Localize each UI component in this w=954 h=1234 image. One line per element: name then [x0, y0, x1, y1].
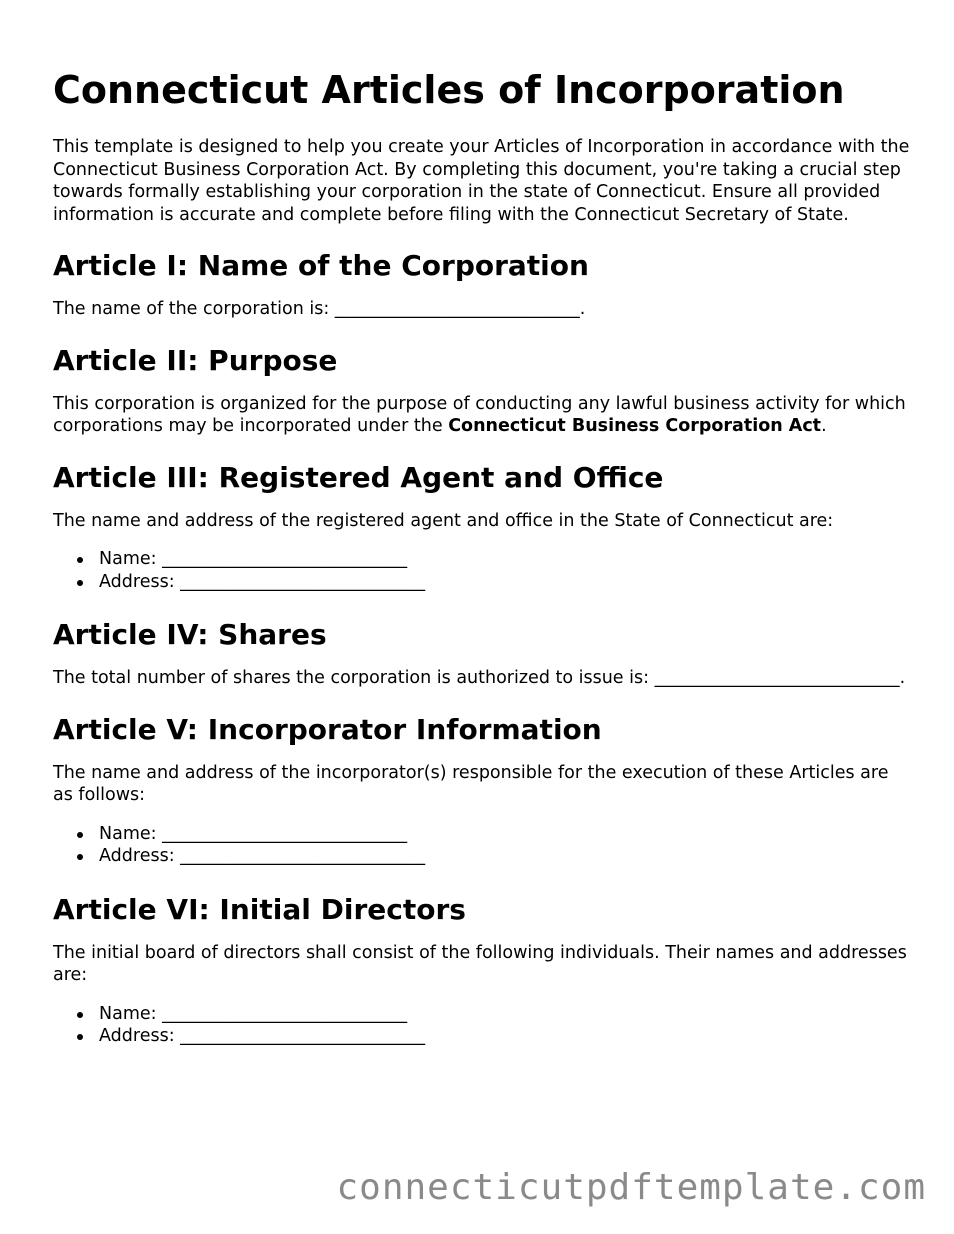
article-1-heading: Article I: Name of the Corporation — [53, 249, 589, 282]
article-2-text-after: . — [821, 416, 827, 436]
article-6 — [53, 892, 913, 1048]
site-watermark: connecticutpdftemplate.com — [336, 1167, 926, 1208]
article-6-text: The initial board of directors shall consist of the following individuals. Their names and addresses are: — [53, 942, 907, 985]
article-5-list — [53, 823, 913, 868]
article-1-text: The name of the corporation is: ____________________________. — [53, 299, 586, 319]
article-6-name-field: Name: ____________________________ — [99, 1003, 913, 1026]
article-4-heading: Article IV: Shares — [53, 618, 327, 651]
article-6-address-field: Address: ____________________________ — [99, 1025, 913, 1048]
intro-paragraph: This template is designed to help you create your Articles of Incorporation in accordance with the Connecticut Business Corporation Act. By completing this document, you're taking a crucial step towards formally establishing your corporation in the state of Connecticut. Ensure all provided information is accurate and complete before filing with the Connecticut Secretary of State. — [53, 137, 910, 225]
article-3-text: The name and address of the registered agent and office in the State of Connecticut are: — [53, 510, 834, 531]
article-3-list — [53, 548, 913, 593]
article-2-heading: Article II: Purpose — [53, 343, 338, 377]
article-3 — [53, 460, 913, 594]
document-page — [53, 64, 913, 1072]
article-3-name-field: Name: ____________________________ — [99, 548, 913, 571]
article-2-act-name: Connecticut Business Corporation Act — [448, 416, 822, 436]
article-5-address-field: Address: ____________________________ — [99, 845, 913, 868]
article-5 — [53, 712, 913, 868]
article-2 — [53, 343, 913, 438]
article-6-heading: Article VI: Initial Directors — [53, 892, 466, 926]
article-5-text: The name and address of the incorporator(s) responsible for the execution of these Articles are as follows: — [53, 762, 889, 805]
article-2-text-before: This corporation is organized for the purpose of conducting any lawful business activity for which corporations may be incorporated under the — [53, 393, 906, 436]
article-3-heading: Article III: Registered Agent and Office — [53, 460, 664, 494]
article-4-text: The total number of shares the corporation is authorized to issue is: ____________________________. — [53, 668, 906, 688]
article-6-list — [53, 1003, 913, 1048]
document-title: Connecticut Articles of Incorporation — [53, 68, 845, 112]
article-1 — [53, 248, 913, 321]
article-2-text — [53, 393, 913, 438]
article-5-name-field: Name: ____________________________ — [99, 823, 913, 846]
article-5-heading: Article V: Incorporator Information — [53, 712, 602, 746]
article-3-address-field: Address: ____________________________ — [99, 571, 913, 594]
article-4 — [53, 617, 913, 690]
